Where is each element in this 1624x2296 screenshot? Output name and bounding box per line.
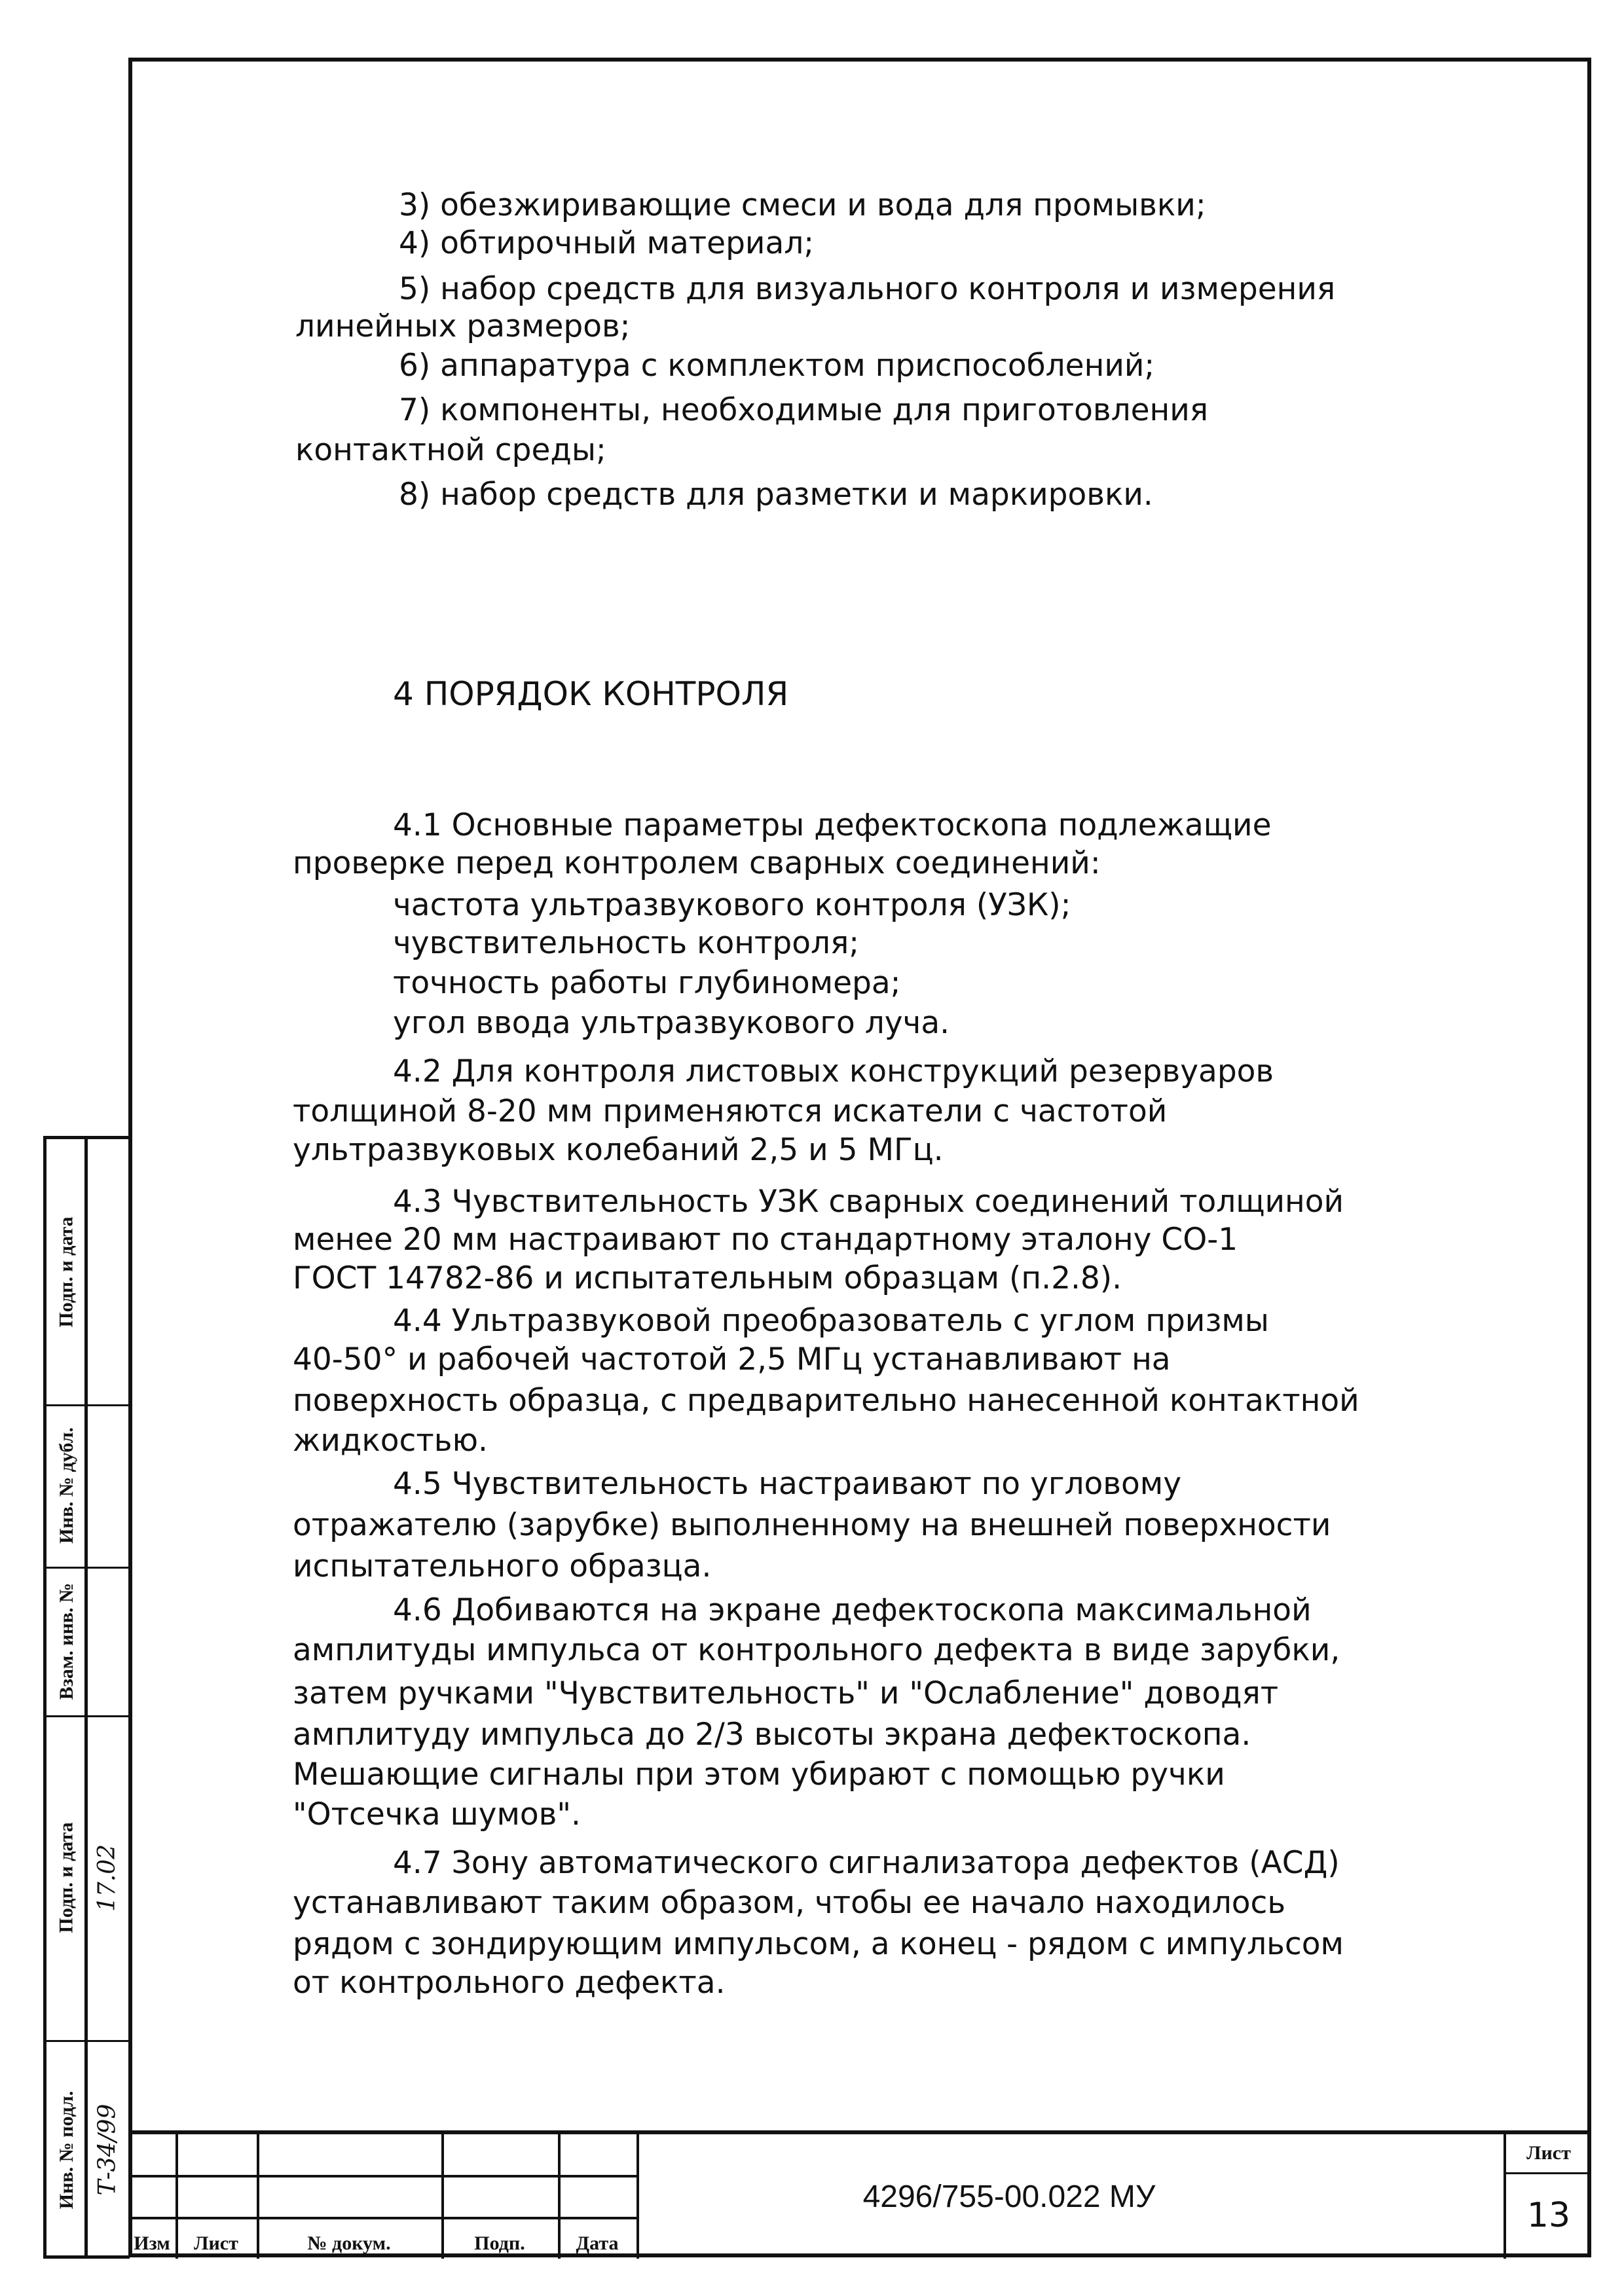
text-line: проверке перед контролем сварных соединений:: [293, 845, 1101, 881]
text-line: испытательного образца.: [293, 1548, 712, 1584]
text-line: затем ручками "Чувствительность" и "Ослабление" доводят: [293, 1675, 1279, 1711]
stamp-col-label: № докум.: [307, 2232, 391, 2254]
text-line: частота ультразвукового контроля (УЗК);: [393, 887, 1071, 923]
text-line: амплитуду импульса до 2/3 высоты экрана дефектоскопа.: [293, 1717, 1251, 1753]
list-item: контактной среды;: [295, 432, 606, 468]
text-line: рядом с зондирующим импульсом, а конец - рядом с импульсом: [293, 1926, 1344, 1962]
side-label: Инв. № дубл.: [56, 1427, 77, 1544]
list-item: 6) аппаратура с комплектом приспособлений;: [399, 348, 1155, 384]
text-line: "Отсечка шумов".: [293, 1796, 581, 1832]
text-line: поверхность образца, с предварительно нанесенной контактной: [293, 1383, 1359, 1419]
text-line: 4.3 Чувствительность УЗК сварных соединений толщиной: [393, 1184, 1344, 1220]
text-line: 4.6 Добиваются на экране дефектоскопа максимальной: [393, 1592, 1312, 1628]
text-line: 4.4 Ультразвуковой преобразователь с углом призмы: [393, 1303, 1269, 1339]
text-line: чувствительность контроля;: [393, 925, 860, 961]
text-line: ГОСТ 14782-86 и испытательным образцам (п.2.8).: [293, 1260, 1122, 1296]
text-line: 4.1 Основные параметры дефектоскопа подлежащие: [393, 807, 1272, 843]
side-label: Взам. инв. №: [56, 1582, 78, 1700]
handwritten-date: 17.02: [94, 1844, 121, 1912]
text-line: толщиной 8-20 мм применяются искатели с частотой: [293, 1093, 1168, 1129]
list-item: 3) обезжиривающие смеси и вода для промывки;: [399, 187, 1206, 223]
list-item: 7) компоненты, необходимые для приготовления: [399, 392, 1209, 428]
list-item: 5) набор средств для визуального контроля и измерения: [399, 271, 1336, 307]
list-item: линейных размеров;: [295, 308, 631, 344]
list-item: 4) обтирочный материал;: [399, 225, 815, 261]
text-line: 40-50° и рабочей частотой 2,5 МГц устанавливают на: [293, 1341, 1171, 1377]
list-item: 8) набор средств для разметки и маркировки.: [399, 477, 1153, 513]
side-label: Инв. № подл.: [56, 2090, 77, 2209]
section-heading: 4 ПОРЯДОК КОНТРОЛЯ: [393, 675, 789, 713]
text-line: точность работы глубиномера;: [393, 965, 901, 1001]
text-line: устанавливают таким образом, чтобы ее начало находилось: [293, 1885, 1286, 1921]
sheet-number: 13: [1526, 2196, 1571, 2235]
text-line: амплитуды импульса от контрольного дефекта в виде зарубки,: [293, 1632, 1340, 1668]
side-margin-table: [43, 1136, 130, 2259]
side-label: Подп. и дата: [56, 1216, 77, 1328]
sheet-label: Лист: [1506, 2142, 1591, 2174]
text-line: угол ввода ультразвукового луча.: [393, 1005, 950, 1041]
text-line: жидкостью.: [293, 1423, 488, 1459]
stamp-col-label: Лист: [194, 2232, 238, 2254]
document-code: 4296/755-00.022 МУ: [862, 2179, 1156, 2214]
handwritten-inventory: Т-34/99: [94, 2104, 121, 2196]
stamp-col-label: Подп.: [474, 2232, 525, 2254]
text-line: ультразвуковых колебаний 2,5 и 5 МГц.: [293, 1132, 944, 1168]
stamp-col-label: Изм: [134, 2232, 170, 2254]
stamp-col-label: Дата: [576, 2232, 619, 2254]
text-line: 4.5 Чувствительность настраивают по угловому: [393, 1466, 1182, 1502]
text-line: 4.2 Для контроля листовых конструкций резервуаров: [393, 1053, 1274, 1089]
text-line: отражателю (зарубке) выполненному на внешней поверхности: [293, 1507, 1331, 1543]
text-line: менее 20 мм настраивают по стандартному эталону СО-1: [293, 1222, 1238, 1258]
side-label: Подп. и дата: [56, 1822, 77, 1933]
sheet-box: [1504, 2130, 1591, 2259]
text-line: 4.7 Зону автоматического сигнализатора дефектов (АСД): [393, 1845, 1340, 1881]
text-line: Мешающие сигналы при этом убирают с помощью ручки: [293, 1757, 1225, 1793]
text-line: от контрольного дефекта.: [293, 1965, 726, 2001]
